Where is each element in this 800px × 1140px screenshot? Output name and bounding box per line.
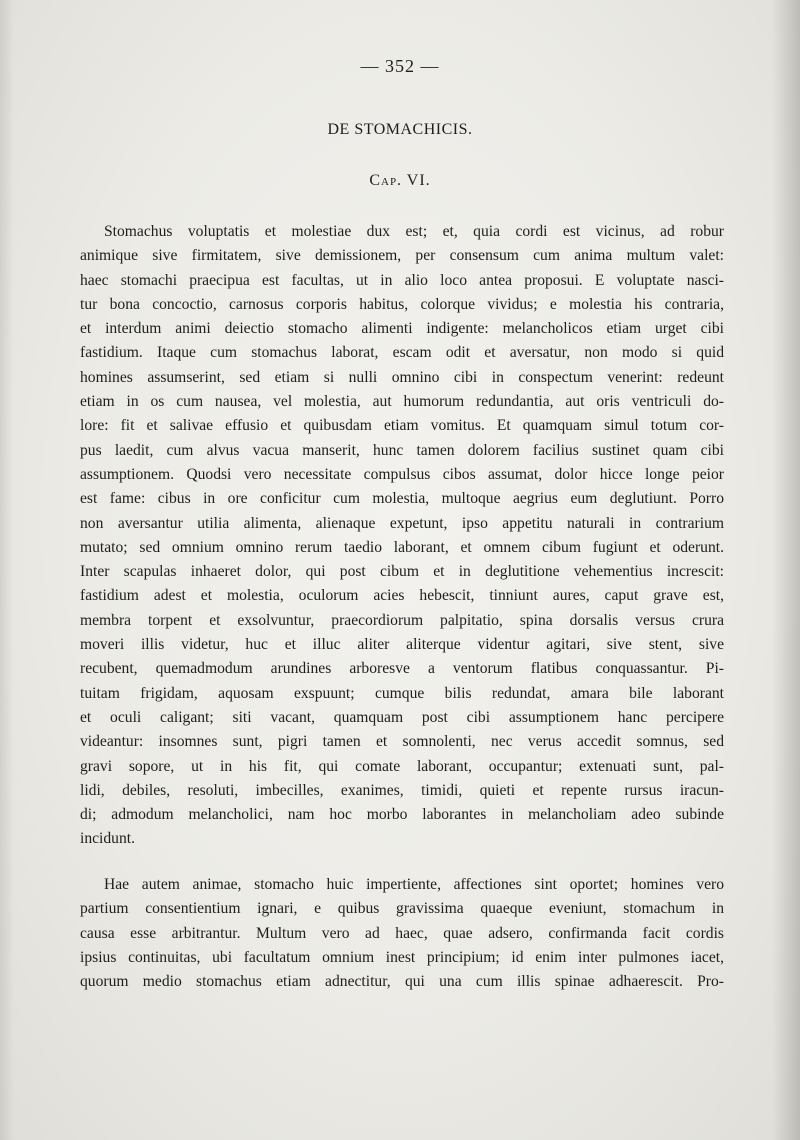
text-line: haec stomachi praecipua est facultas, ut in alio loco antea proposui. E voluptate nasci-: [80, 271, 724, 289]
text-line: est fame: cibus in ore conficitur cum molestia, multoque aegrius eum deglutiunt. Porro: [80, 490, 724, 508]
text-line: membra torpent et exsolvuntur, praecordiorum palpitatio, spina dorsalis versus crura: [80, 611, 724, 629]
text-line: partium consentientium ignari, e quibus gravissima quaeque eveniunt, stomachum in: [80, 900, 724, 918]
text-line: recubent, quemadmodum arundines arboresve a ventorum flatibus conquassantur. Pi-: [80, 660, 724, 678]
text-line: ipsius continuitas, ubi facultatum omnium inest principium; id enim inter pulmones iacet,: [80, 948, 724, 966]
text-line: lore: fit et salivae effusio et quibusdam etiam vomitus. Et quamquam simul totum cor-: [80, 417, 724, 435]
text-line: lidi, debiles, resoluti, imbecilles, exanimes, timidi, quieti et repente rursus iracun-: [80, 781, 724, 799]
text-line: fastidium adest et molestia, oculorum acies hebescit, tinniunt aures, caput grave est,: [80, 587, 724, 605]
text-line: tur bona concoctio, carnosus corporis habitus, colorque vividus; e molestia his contraria,: [80, 295, 724, 313]
text-line: gravi sopore, ut in his fit, qui comate laborant, occupantur; extenuati sunt, pal-: [80, 757, 724, 775]
text-line: fastidium. Itaque cum stomachus laborat, escam odit et aversatur, non modo si quid: [80, 344, 724, 362]
page-number: — 352 —: [360, 56, 440, 76]
text-line: di; admodum melancholici, nam hoc morbo laborantes in melancholiam adeo subinde: [80, 806, 724, 824]
text-line: quorum medio stomachus etiam adnectitur, qui una cum illis spinae adhaerescit. Pro-: [80, 973, 724, 991]
page-left-edge: [0, 0, 14, 1140]
chapter-number-text: Cap. VI.: [369, 172, 431, 189]
text-line: Inter scapulas inhaeret dolor, qui post cibum et in deglutitione vehementius increscit:: [80, 563, 724, 581]
paragraph-2: [80, 873, 724, 994]
paragraph-1: [80, 220, 724, 852]
chapter-number: [0, 172, 800, 190]
text-line: et oculi caligant; siti vacant, quamquam post cibi assumptionem hanc percipere: [80, 708, 724, 726]
text-line: homines assumserint, sed etiam si nulli omnino cibi in conspectum venerint: redeunt: [80, 368, 724, 386]
text-line: non aversantur utilia alimenta, alienaque expetunt, ipso appetitu naturali in contrarium: [80, 514, 724, 532]
text-line: tuitam frigidam, aquosam exspuunt; cumque bilis redundat, amara bile laborant: [80, 684, 724, 702]
text-line: pus laedit, cum alvus vacua manserit, hunc tamen dolorem facilius sustinet quam cibi: [80, 441, 724, 459]
text-line: Stomachus voluptatis et molestiae dux est; et, quia cordi est vicinus, ad robur: [104, 223, 724, 240]
text-line: et interdum animi deiectio stomacho alimenti indigente: melancholicos etiam urget cibi: [80, 320, 724, 338]
text-line: incidunt.: [80, 830, 136, 848]
text-line: videantur: insomnes sunt, pigri tamen et somnolenti, nec verus accedit somnus, sed: [80, 733, 724, 751]
text-line: moveri illis videtur, huc et illuc aliter aliterque videntur agitari, sive stent, sive: [80, 636, 724, 654]
text-line: Hae autem animae, stomacho huic impertiente, affectiones sint oportet; homines vero: [104, 876, 724, 893]
text-line: assumptionem. Quodsi vero necessitate compulsus cibos assumat, dolor hicce longe peior: [80, 465, 724, 483]
page-right-edge: [772, 0, 800, 1140]
text-line: animique sive firmitatem, sive demissionem, per consensum cum anima multum valet:: [80, 247, 724, 265]
text-line: causa esse arbitrantur. Multum vero ad haec, quae adsero, confirmanda facit cordis: [80, 924, 724, 942]
text-line: etiam in os cum nausea, vel molestia, aut humorum redundantia, aut oris ventriculi do-: [80, 393, 724, 411]
chapter-title: DE STOMACHICIS.: [327, 121, 473, 138]
text-line: mutato; sed omnium omnino rerum taedio laborant, et omnem cibum fugiunt et oderunt.: [80, 538, 724, 556]
